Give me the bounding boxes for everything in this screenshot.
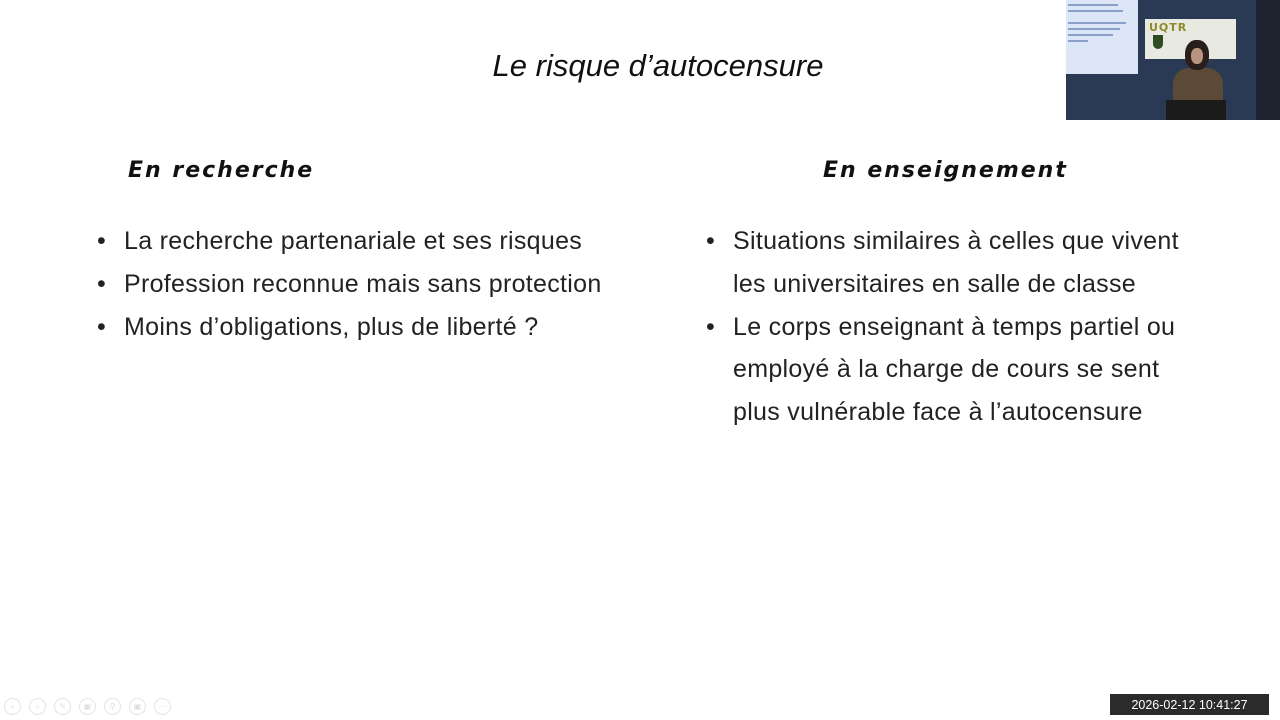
bullet-text: La recherche partenariale et ses risques xyxy=(124,227,583,255)
speaker-webcam xyxy=(1066,0,1280,120)
bullet: • xyxy=(97,312,107,341)
bullet: • xyxy=(706,312,716,341)
list-item xyxy=(706,306,1206,434)
camera-icon[interactable]: ▣ xyxy=(129,698,146,715)
list-item xyxy=(706,220,1206,306)
bullet-text: Moins d’obligations, plus de liberté ? xyxy=(124,312,539,341)
list-item xyxy=(97,220,617,263)
bullet-text: Profession reconnue mais sans protection xyxy=(124,269,602,298)
previous-icon[interactable]: ‹ xyxy=(4,698,21,715)
list-item xyxy=(97,263,617,306)
podium xyxy=(1166,100,1226,120)
zoom-icon[interactable]: ⚲ xyxy=(104,698,121,715)
bullet-text: Situations similaires à celles que vivent les universitaires en salle de classe xyxy=(733,227,1179,298)
uqtr-logo: UQTR xyxy=(1149,21,1188,34)
left-bullet-list xyxy=(97,220,617,348)
bullet-text: Le corps enseignant à temps partiel ou employé à la charge de cours se sent plus vulnérable face à l’autocensure xyxy=(733,312,1176,427)
bullet: • xyxy=(706,227,716,255)
right-bullet-list xyxy=(706,220,1206,434)
bullet: • xyxy=(97,269,107,298)
pen-icon[interactable]: ✎ xyxy=(54,698,71,715)
bullet: • xyxy=(97,227,107,255)
projector-screen xyxy=(1066,0,1138,74)
next-icon[interactable]: › xyxy=(29,698,46,715)
left-column-heading: En recherche xyxy=(128,158,315,183)
list-item xyxy=(97,306,617,349)
shield-icon xyxy=(1153,35,1163,49)
timestamp: 2026-02-12 10:41:27 xyxy=(1110,694,1269,715)
right-column-heading: En enseignement xyxy=(823,158,1068,183)
presentation-toolbar xyxy=(4,698,171,715)
more-icon[interactable]: ⋯ xyxy=(154,698,171,715)
slide-title: Le risque d’autocensure xyxy=(492,48,824,83)
slides-icon[interactable]: ▣ xyxy=(79,698,96,715)
